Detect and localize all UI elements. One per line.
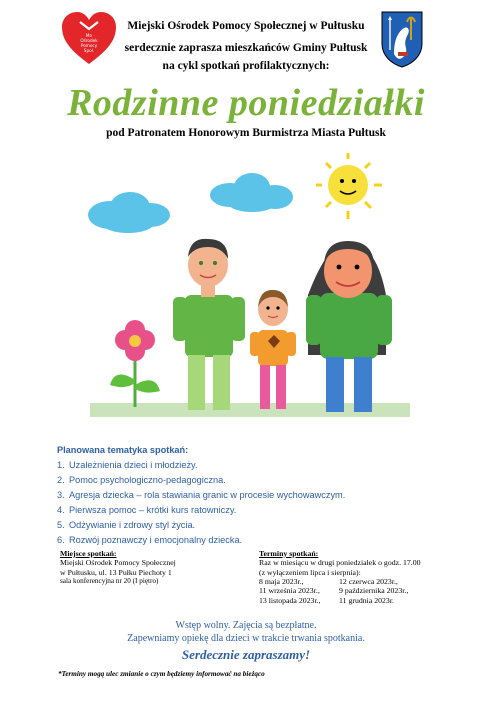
childcare-note: Zapewniamy opiekę dla dzieci w trakcie trwania spotkania. <box>127 633 365 644</box>
dates-row <box>259 596 459 605</box>
dates-row <box>259 577 459 586</box>
topics-section <box>57 443 417 548</box>
topic-text: Agresja dziecka – rola stawiania granic w procesie wychowawczym. <box>69 490 346 500</box>
cloud-icon <box>210 173 293 212</box>
mother-figure <box>306 241 392 412</box>
topic-item: 5. Odżywianie i zdrowy styl życia. <box>57 520 196 530</box>
logo-text-3: Pomocy <box>80 43 98 48</box>
coat-of-arms-icon <box>380 10 424 68</box>
topics-heading: Planowana tematyka spotkań: <box>57 445 189 455</box>
topic-item: 4. Pierwsza pomoc – krótki kurs ratowniczy. <box>57 505 237 515</box>
logo-text-2: Ośrodek <box>80 38 98 43</box>
footnote: *Terminy mogą ulec zmianie o czym będziemy informować na bieżąco <box>58 670 265 678</box>
header-line-3: na cykl spotkań profilaktycznych: <box>162 60 330 72</box>
dates-line-2: (z wyłączeniem lipca i sierpnia): <box>259 567 361 577</box>
date-item: 12 czerwca 2023r., <box>339 577 398 587</box>
flower-icon <box>110 320 160 407</box>
date-item: 11 września 2023r., <box>259 586 320 596</box>
sun-icon <box>316 153 382 219</box>
topic-text: Uzależnienia dzieci i młodzieży. <box>69 460 198 470</box>
dates-row <box>259 586 459 595</box>
topic-text: Odżywianie i zdrowy styl życia. <box>69 520 196 530</box>
meeting-place <box>60 549 240 586</box>
place-line-1: Miejski Ośrodek Pomocy Społecznej <box>60 558 176 568</box>
date-item: 11 grudnia 2023r. <box>339 595 394 605</box>
topic-item: 3. Agresja dziecka – rola stawiania granic w procesie wychowawczym. <box>57 490 346 500</box>
place-heading: Miejsce spotkań: <box>60 549 117 558</box>
date-item: 13 listopada 2023r., <box>259 595 321 605</box>
topics-list <box>57 458 417 548</box>
logo-text-1: Mo <box>85 33 93 38</box>
logo-text-4: Społ. <box>83 48 95 53</box>
header-line-2: serdecznie zaprasza mieszkańców Gminy Pułtusk <box>124 42 368 54</box>
topic-text: Pomoc psychologiczno-pedagogiczna. <box>69 475 226 485</box>
heart-logo-icon <box>60 10 118 66</box>
free-entry-note: Wstęp wolny. Zajęcia są bezpłatne. <box>175 620 317 631</box>
cloud-icon <box>88 192 170 233</box>
date-item: 9 października 2023r., <box>339 586 409 596</box>
meeting-dates <box>259 549 459 605</box>
child-figure <box>250 290 296 409</box>
topic-item: 1. Uzależnienia dzieci i młodzieży. <box>57 460 198 470</box>
header-line-1: Miejski Ośrodek Pomocy Społecznej w Pułtusku <box>127 20 365 32</box>
topic-item: 6. Rozwój poznawczy i emocjonalny dziecka. <box>57 535 243 545</box>
topic-item: 2. Pomoc psychologiczno-pedagogiczna. <box>57 475 226 485</box>
poster-subtitle: pod Patronatem Honorowym Burmistrza Miasta Pułtusk <box>106 127 386 139</box>
topic-text: Pierwsza pomoc – krótki kurs ratowniczy. <box>69 505 237 515</box>
place-line-3: sala konferencyjna nr 20 (I piętro) <box>60 577 159 586</box>
father-figure <box>173 239 245 410</box>
children-drawing-illustration <box>80 145 420 430</box>
topic-text: Rozwój poznawczy i emocjonalny dziecka. <box>69 535 243 545</box>
date-item: 8 maja 2023r., <box>259 577 304 587</box>
poster-title: Rodzinne poniedziałki <box>67 82 425 124</box>
dates-line-1: Raz w miesiącu w drugi poniedziałek o godz. 17.00 <box>259 558 421 568</box>
place-line-2: w Pułtusku, ul. 13 Pułku Piechoty 1 <box>60 567 172 577</box>
welcome-note: Serdecznie zapraszamy! <box>181 647 311 662</box>
dates-heading: Terminy spotkań: <box>259 549 319 558</box>
